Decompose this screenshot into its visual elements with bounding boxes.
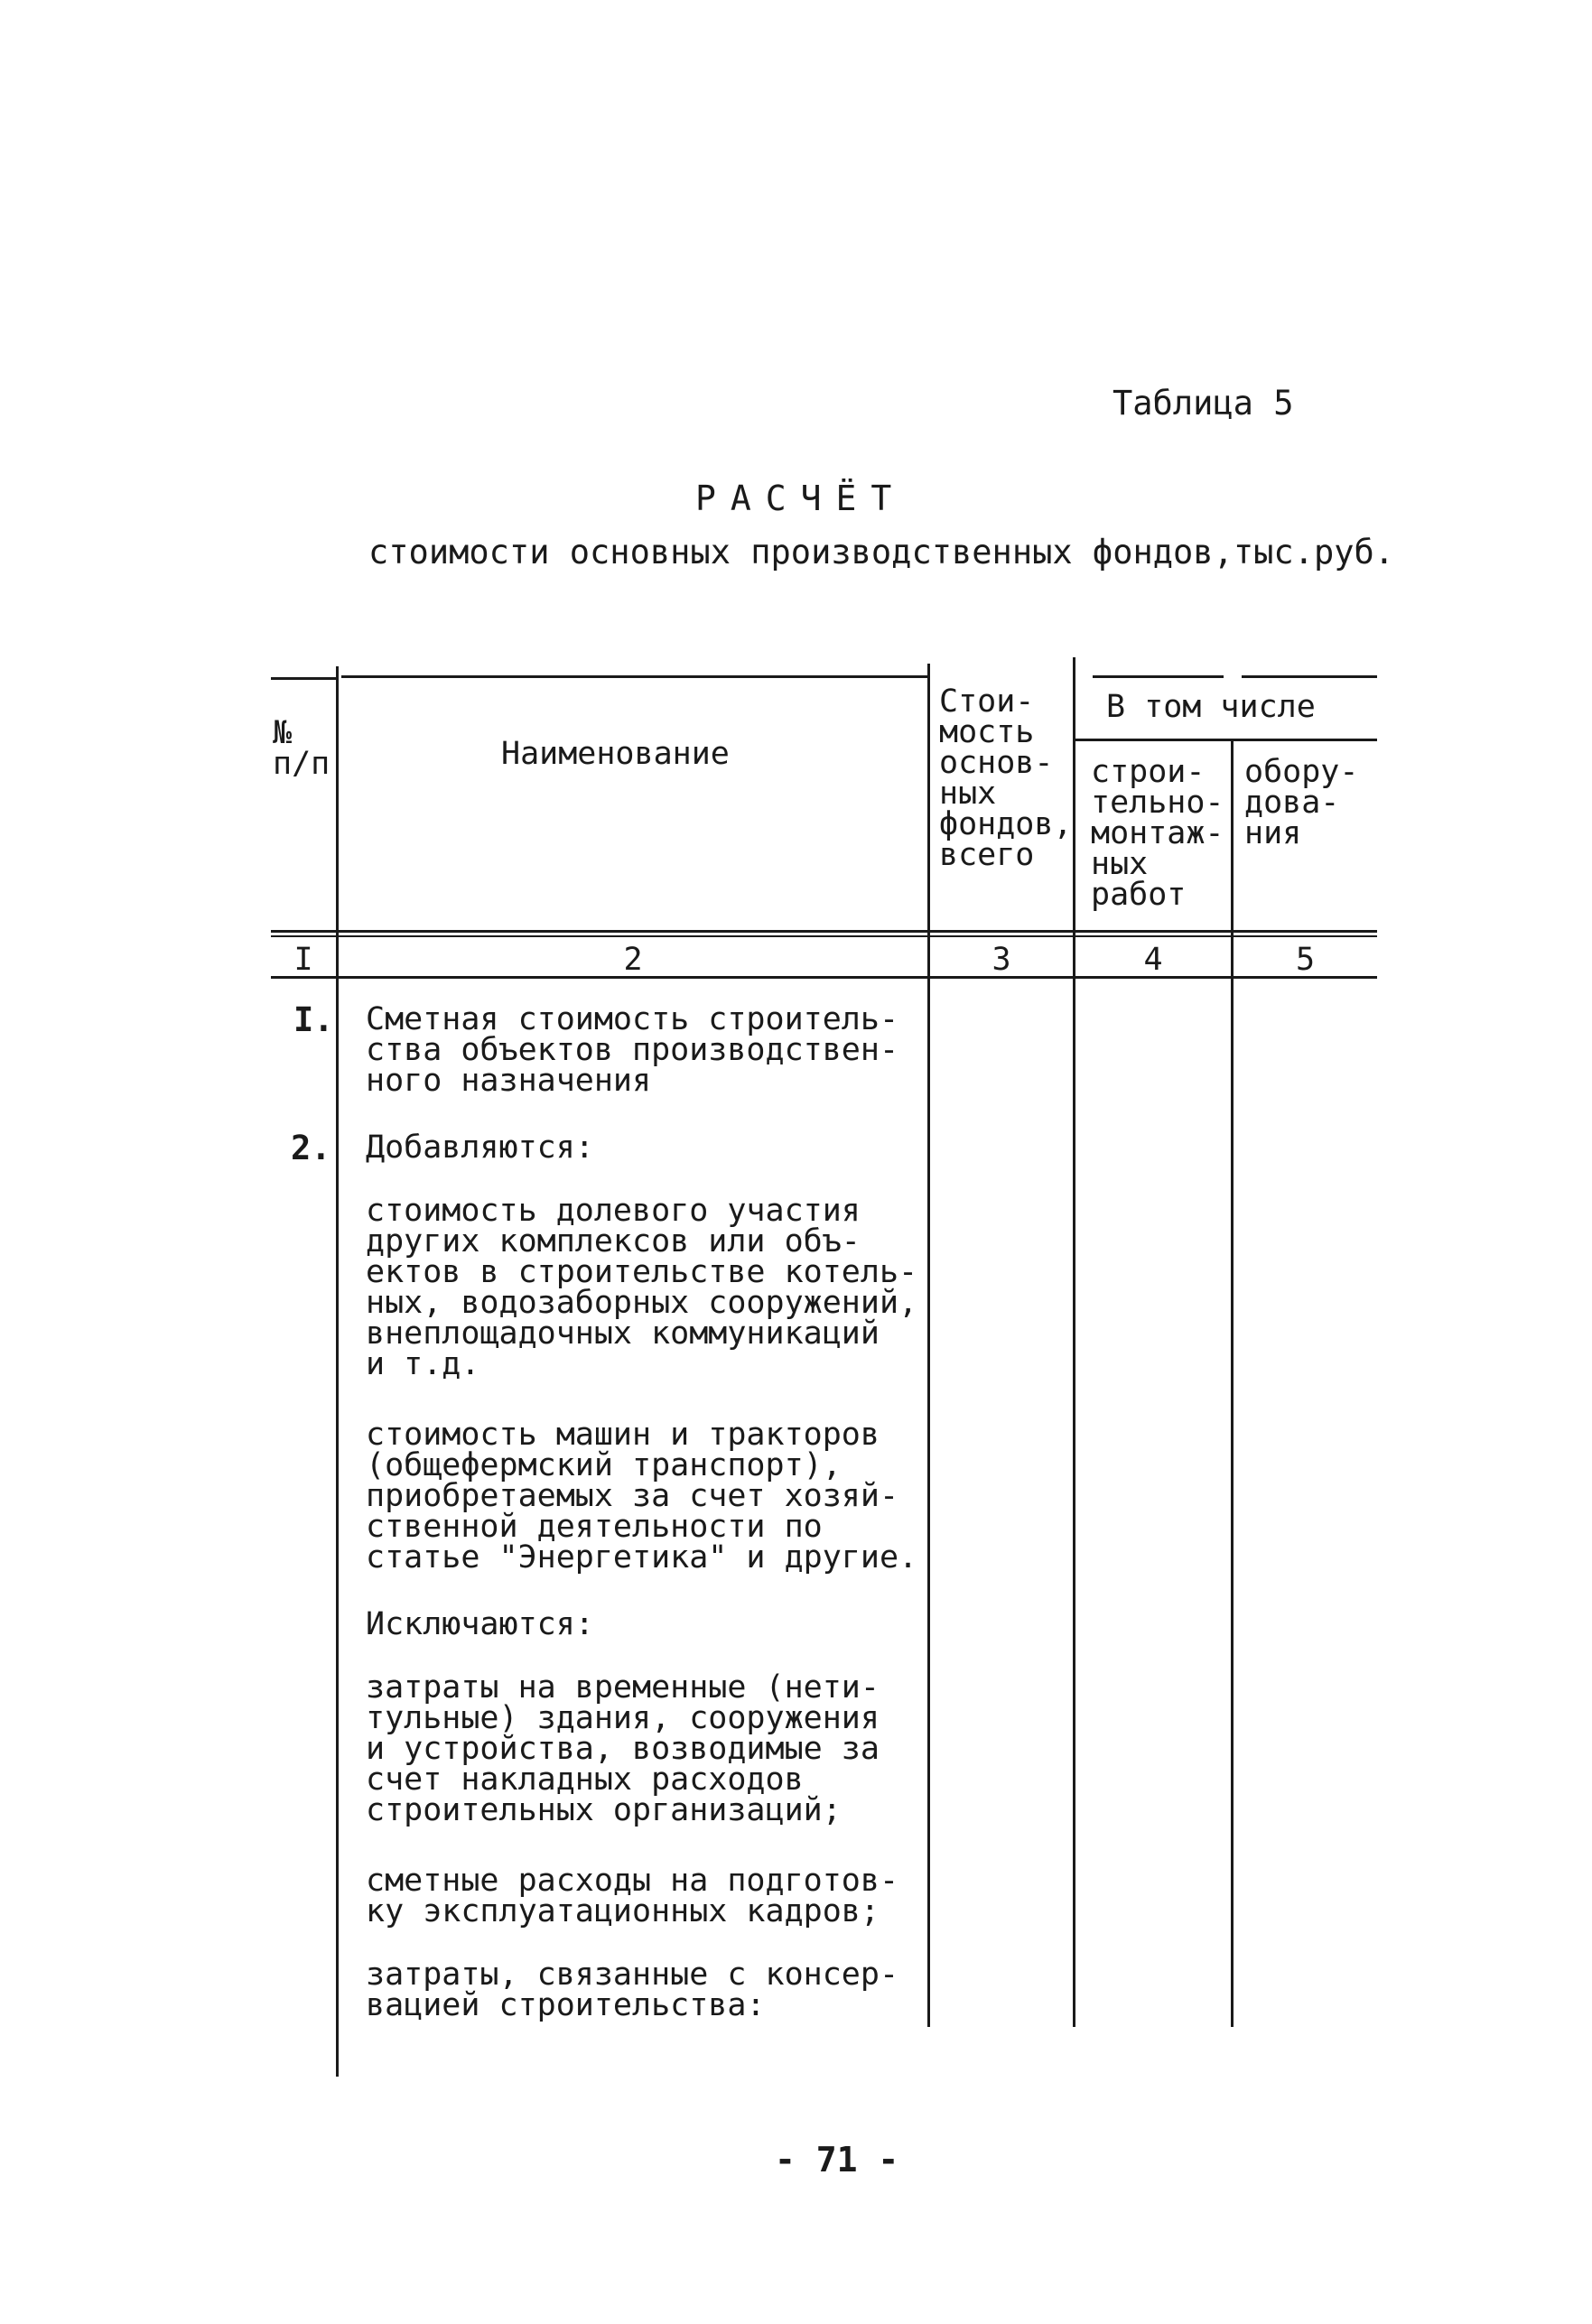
top-rule-num [271,677,337,680]
row-1-number: I. [293,1000,334,1039]
header-bottom-rule-2 [271,935,1377,937]
row-4-text: стоимость машин и тракторов (общефермский транспорт), приобретаемых за счет хозяй- ственной деятельности по статье "Энергетика" и другие. [366,1417,918,1576]
document-title: РАСЧЁТ [695,479,907,518]
col-line-3 [1073,657,1075,2027]
col-line-2 [927,664,930,2027]
top-rule-group-b [1242,675,1377,678]
column-number-5: 5 [1295,942,1316,978]
row-6-text: затраты на временные (нети- тульные) здания, сооружения и устройства, возводимые за счет накладных расходов строительных организаций; [366,1669,880,1828]
row-3-text: стоимость долевого участия других комплексов или объ- ектов в строительстве котель- ных, водозаборных сооружений, внеплощадочных коммуникаций и т.д. [366,1193,918,1382]
column-number-4: 4 [1143,942,1163,978]
header-construction: строи- тельно- монтаж- ных работ [1091,754,1224,913]
header-group: В том числе [1106,689,1316,725]
top-rule-group-a [1093,675,1224,678]
row-8-text: затраты, связанные с консер- вацией строительства: [366,1957,899,2023]
row-5-text: Исключаются: [366,1606,594,1642]
table-caption: Таблица 5 [1113,384,1294,423]
column-number-3: 3 [992,942,1011,978]
col-line-4 [1231,740,1234,2027]
row-2-number: 2. [291,1129,331,1167]
group-sub-rule [1075,739,1377,741]
col-line-1 [336,666,339,2077]
row-7-text: сметные расходы на подготов- ку эксплуатационных кадров; [366,1863,899,1929]
column-number-2: 2 [623,942,643,978]
document-subtitle: стоимости основных производственных фондов,тыс.руб. [368,533,1395,572]
header-name: Наименование [501,736,730,772]
header-bottom-rule [271,930,1377,933]
header-num: № п/п [273,715,331,782]
column-number-1: I [293,942,313,978]
top-rule-name [341,675,930,678]
row-1-text: Сметная стоимость строитель- ства объектов производствен- ного назначения [366,1001,899,1099]
page-number: - 71 - [775,2140,899,2180]
header-total: Стои- мость основ- ных фондов, всего [939,683,1073,873]
header-equipment: обору- дова- ния [1244,754,1359,851]
row-2-text: Добавляются: [366,1129,594,1166]
